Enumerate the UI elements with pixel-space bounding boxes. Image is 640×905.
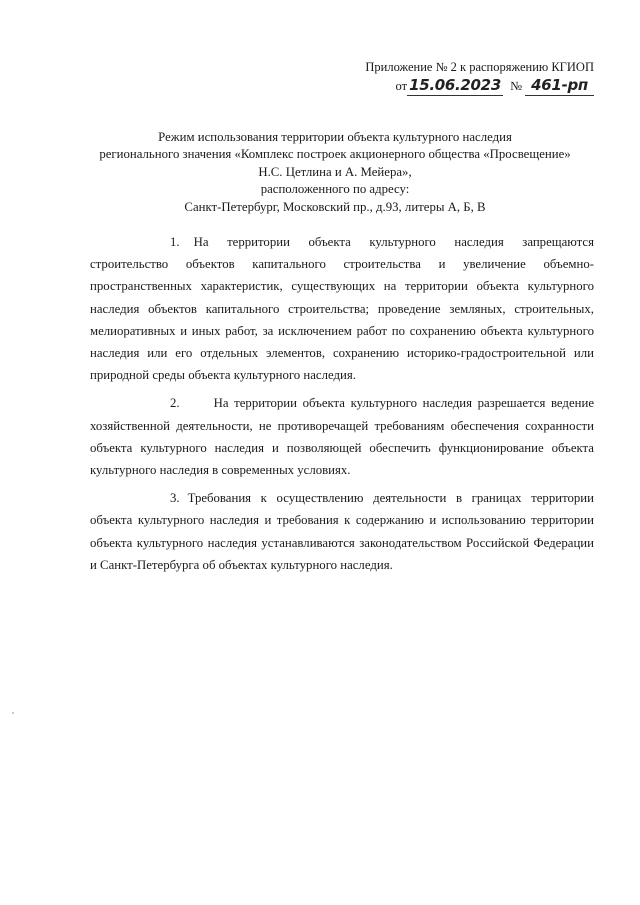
title-line-5: Санкт-Петербург, Московский пр., д.93, литеры А, Б, В <box>184 199 486 214</box>
appendix-line: Приложение № 2 к распоряжению КГИОП <box>365 60 594 74</box>
title-line-4: расположенного по адресу: <box>260 182 410 197</box>
number-label: № <box>510 79 523 93</box>
scan-speck <box>12 712 14 714</box>
appendix-header <box>365 58 594 96</box>
order-number: 461-рп <box>531 76 588 94</box>
paragraph-number: 1. <box>170 235 180 249</box>
paragraph-1 <box>90 231 594 386</box>
paragraph-text: Требования к осуществлению деятельности в границах территории объекта культурного наследия и требования к содержанию и использованию территории объекта культурного наследия устанавливаются законодательством Российской Федерации и Санкт-Петербурга об объектах культурного наследия. <box>90 491 594 572</box>
paragraph-text: На территории объекта культурного наследия разрешается ведение хозяйственной деятельности, не противоречащей требованиям обеспечения сохранности объекта культурного наследия и позволяющей обеспечить функционирование объекта культурного наследия в современных условиях. <box>90 396 594 478</box>
paragraph-number: 2. <box>170 396 180 411</box>
title-line-2: регионального значения «Комплекс построек акционерного общества «Просвещение» <box>99 147 571 162</box>
order-date: 15.06.2023 <box>409 76 501 94</box>
document-body <box>90 231 594 582</box>
title-line-1: Режим использования территории объекта культурного наследия <box>158 130 512 144</box>
order-reference <box>365 76 594 96</box>
paragraph-3 <box>90 487 594 576</box>
from-label: от <box>395 79 408 93</box>
title-line-3: Н.С. Цетлина и А. Мейера», <box>258 164 412 179</box>
paragraph-number: 3. <box>170 491 180 506</box>
document-title <box>70 129 600 216</box>
paragraph-2 <box>90 392 594 481</box>
paragraph-text: На территории объекта культурного наследия запрещаются строительство объектов капитального строительства и увеличение объемно-пространственных характеристик, существующих на территории объекта культурного наследия объектов капитального строительства; проведение земляных, строительных, мелиоративных и иных работ, за исключением работ по сохранению объекта культурного наследия или его отдельных элементов, сохранению историко-градостроительной или природной среды объекта культурного наследия. <box>90 235 594 383</box>
